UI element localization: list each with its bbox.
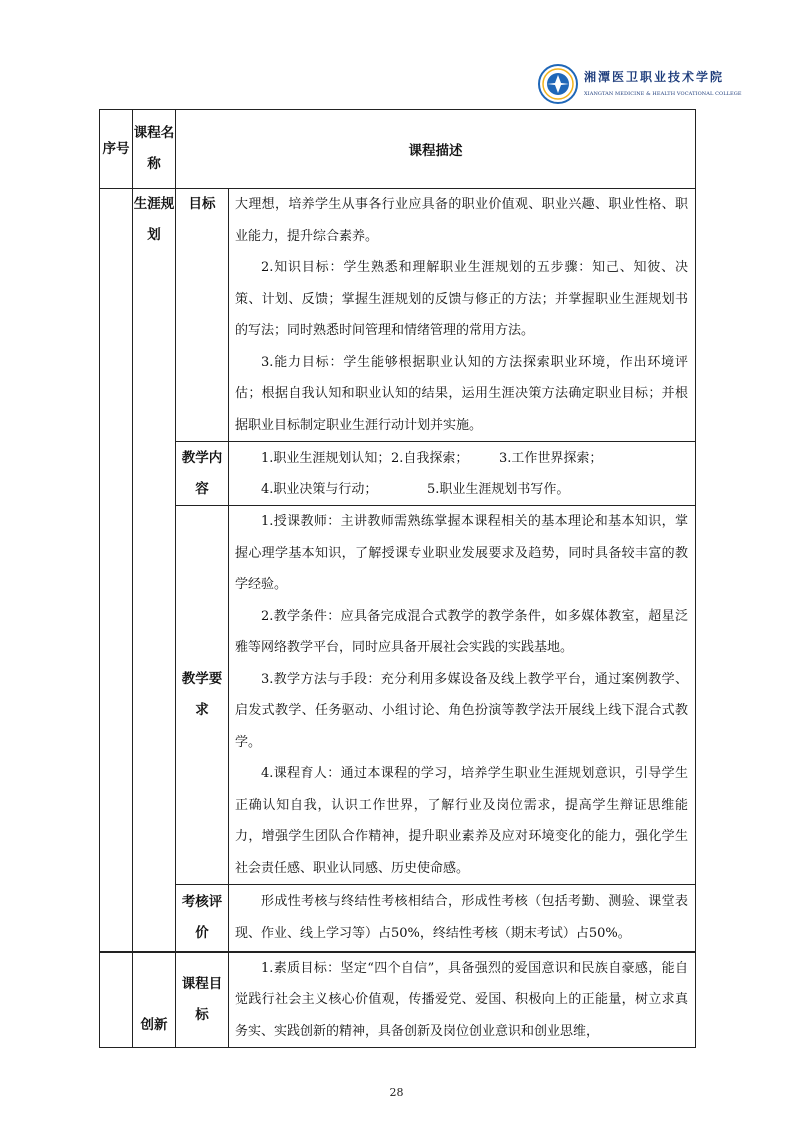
header-seq: 序号 bbox=[100, 110, 133, 189]
next-course-name: 创新 bbox=[133, 952, 176, 1048]
next-course-goal-label: 课程目标 bbox=[176, 952, 229, 1048]
table-row-assessment bbox=[100, 885, 696, 952]
content-label: 教学内容 bbox=[176, 442, 229, 506]
content-item: 2.自我探索； bbox=[391, 450, 469, 466]
goal-description bbox=[229, 189, 696, 442]
goal-label: 目标 bbox=[176, 189, 229, 442]
table-row-content bbox=[100, 442, 696, 506]
goal-paragraph: 3.能力目标：学生能够根据职业认知的方法探索职业环境，作出环境评估；根据自我认知和职业认知的结果，运用生涯决策方法确定职业目标；并根据职业目标制定职业生涯行动计划并实施。 bbox=[235, 354, 688, 433]
college-emblem-icon bbox=[538, 64, 578, 104]
page-number: 28 bbox=[389, 1086, 404, 1099]
table-row-goal bbox=[100, 189, 696, 442]
seq-cell bbox=[100, 952, 133, 1048]
header-course-name: 课程名称 bbox=[133, 110, 176, 189]
content-item: 1.职业生涯规划认知； bbox=[261, 450, 391, 466]
course-name-cell: 生涯规划 bbox=[133, 189, 176, 952]
header-description: 课程描述 bbox=[176, 110, 696, 189]
goal-paragraph: 大理想，培养学生从事各行业应具备的职业价值观、职业兴趣、职业性格、职业能力，提升综合素养。 bbox=[235, 197, 688, 244]
content-item: 4.职业决策与行动； bbox=[261, 481, 378, 497]
assessment-text: 形成性考核与终结性考核相结合，形成性考核（包括考勤、测验、课堂表现、作业、线上学习等）占50%，终结性考核（期末考试）占50%。 bbox=[235, 894, 688, 941]
content-description bbox=[229, 442, 696, 506]
goal-paragraph: 2.知识目标：学生熟悉和理解职业生涯规划的五步骤：知己、知彼、决策、计划、反馈；掌握生涯规划的反馈与修正的方法；并掌握职业生涯规划书的写法；同时熟悉时间管理和情绪管理的常用方法。 bbox=[235, 260, 688, 338]
college-name-en: XIANGTAN MEDICINE & HEALTH VOCATIONAL COLLEGE bbox=[584, 91, 742, 97]
requirements-label: 教学要求 bbox=[176, 506, 229, 885]
assessment-label: 考核评价 bbox=[176, 885, 229, 952]
college-logo bbox=[526, 62, 742, 108]
college-name-cn: 湘潭医卫职业技术学院 bbox=[584, 70, 725, 84]
requirement-paragraph: 2.教学条件：应具备完成混合式教学的教学条件，如多媒体教室，超星泛雅等网络教学平台，同时应具备开展社会实践的实践基地。 bbox=[235, 608, 688, 655]
table-row-requirements bbox=[100, 506, 696, 885]
table-header-row bbox=[100, 110, 696, 189]
requirement-paragraph: 4.课程育人：通过本课程的学习，培养学生职业生涯规划意识，引导学生正确认知自我，认识工作世界，了解行业及岗位需求，提高学生辩证思维能力，增强学生团队合作精神，提升职业素养及应对环境变化的能力，强化学生社会责任感、职业认同感、历史使命感。 bbox=[235, 766, 688, 876]
seq-cell bbox=[100, 189, 133, 952]
requirement-paragraph: 1.授课教师：主讲教师需熟练掌握本课程相关的基本理论和基本知识，掌握心理学基本知识，了解授课专业职业发展要求及趋势，同时具备较丰富的教学经验。 bbox=[235, 514, 688, 592]
content-item: 3.工作世界探索； bbox=[499, 450, 603, 466]
content-item: 5.职业生涯规划书写作。 bbox=[427, 481, 570, 497]
requirements-description bbox=[229, 506, 696, 885]
table-row-next-course bbox=[100, 952, 696, 1048]
next-course-goal-description bbox=[229, 952, 696, 1048]
course-table bbox=[99, 109, 696, 1048]
requirement-paragraph: 3.教学方法与手段：充分利用多媒设备及线上教学平台，通过案例教学、启发式教学、任务驱动、小组讨论、角色扮演等教学法开展线上线下混合式教学。 bbox=[235, 671, 688, 750]
assessment-description bbox=[229, 885, 696, 952]
next-course-goal-text: 1.素质目标：坚定“四个自信”，具备强烈的爱国意识和民族自豪感，能自觉践行社会主义核心价值观，传播爱党、爱国、积极向上的正能量，树立求真务实、实践创新的精神，具备创新及岗位创业意识和创业思维， bbox=[235, 960, 688, 1039]
